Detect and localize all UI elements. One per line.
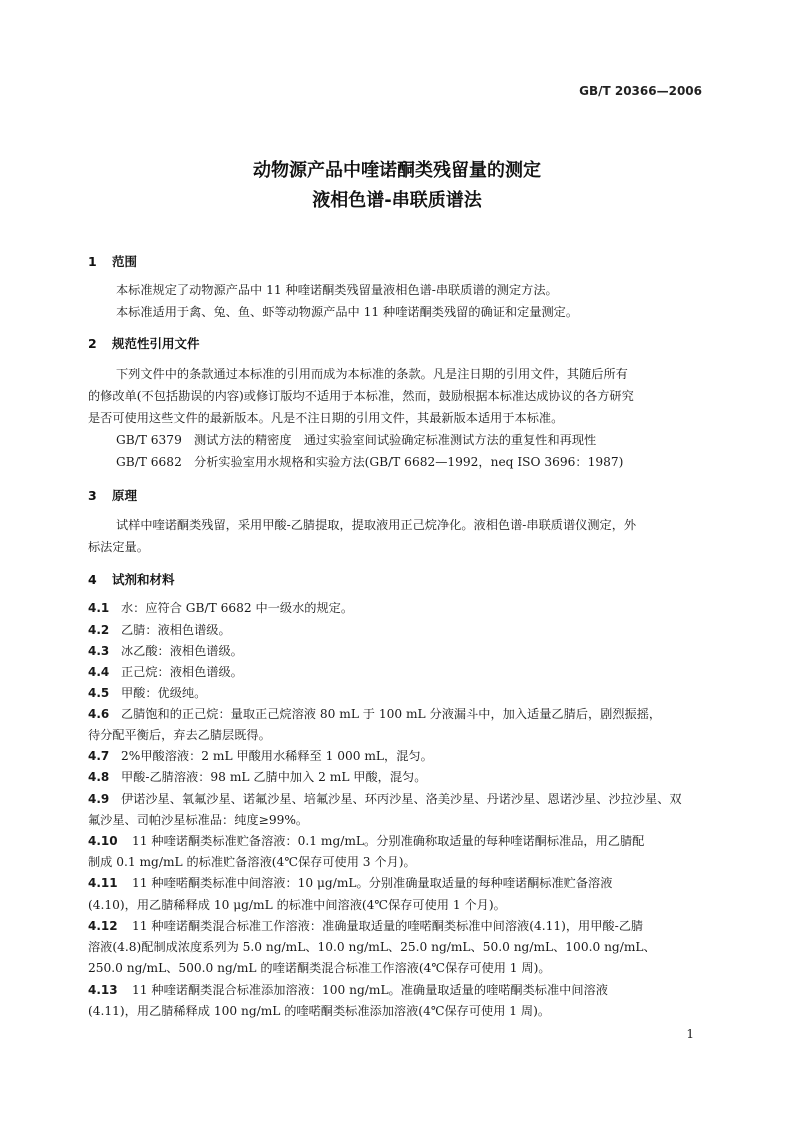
reference-item: GB/T 6379 测试方法的精密度 通过实验室间试验确定标准测试方法的重复性和再现性 [116, 433, 597, 447]
list-item: 4.8 甲酸-乙腈溶液：98 mL 乙腈中加入 2 mL 甲酸，混匀。 [88, 770, 427, 784]
list-item: 4.3 冰乙酸：液相色谱级。 [88, 644, 243, 658]
paragraph: 本标准适用于禽、兔、鱼、虾等动物源产品中 11 种喹诺酮类残留的确证和定量测定。 [116, 305, 579, 319]
list-item: 4.4 正己烷：液相色谱级。 [88, 665, 243, 679]
paragraph: 的修改单(不包括勘误的内容)或修订版均不适用于本标准，然而，鼓励根据本标准达成协议的各方研究 [88, 389, 634, 403]
list-item: 4.2 乙腈：液相色谱级。 [88, 623, 231, 637]
list-item-continuation: 制成 0.1 mg/mL 的标准贮备溶液(4℃保存可使用 3 个月)。 [88, 855, 416, 869]
standard-number: GB/T 20366—2006 [579, 84, 702, 98]
list-item: 4.12 11 种喹诺酮类混合标准工作溶液：准确量取适量的喹喏酮类标准中间溶液(4.11)，用甲酸-乙腈 [88, 919, 644, 933]
section-heading-scope: 1 范围 [88, 254, 138, 269]
list-item: 4.9 伊诺沙星、氧氟沙星、诺氟沙星、培氟沙星、环丙沙星、洛美沙星、丹诺沙星、恩诺沙星、沙拉沙星、双 [88, 792, 682, 806]
list-item-continuation: (4.11)，用乙腈稀释成 100 ng/mL 的喹喏酮类标准添加溶液(4℃保存可使用 1 周)。 [88, 1004, 551, 1018]
list-item: 4.7 2%甲酸溶液：2 mL 甲酸用水稀释至 1 000 mL，混匀。 [88, 749, 433, 763]
paragraph: 本标准规定了动物源产品中 11 种喹诺酮类残留量液相色谱-串联质谱的测定方法。 [116, 283, 558, 297]
list-item: 4.6 乙腈饱和的正己烷：量取正己烷溶液 80 mL 于 100 mL 分液漏斗中，加入适量乙腈后，剧烈振摇， [88, 707, 662, 721]
list-item: 4.10 11 种喹诺酮类标准贮备溶液：0.1 mg/mL。分别准确称取适量的每种喹诺酮标准品，用乙腈配 [88, 834, 645, 848]
list-item: 4.13 11 种喹诺酮类混合标准添加溶液：100 ng/mL。准确量取适量的喹喏酮类标准中间溶液 [88, 983, 608, 997]
paragraph: 试样中喹诺酮类残留，采用甲酸-乙腈提取，提取液用正己烷净化。液相色谱-串联质谱仪测定，外 [116, 518, 637, 532]
document-title: 动物源产品中喹诺酮类残留量的测定 [253, 160, 541, 181]
list-item-continuation: 氟沙星、司帕沙星标准品：纯度≥99%。 [88, 813, 309, 827]
reference-item: GB/T 6682 分析实验室用水规格和实验方法(GB/T 6682—1992，neq ISO 3696：1987) [116, 455, 624, 469]
paragraph: 下列文件中的条款通过本标准的引用而成为本标准的条款。凡是注日期的引用文件，其随后所有 [116, 367, 628, 381]
list-item-continuation: (4.10)，用乙腈稀释成 10 μg/mL 的标准中间溶液(4℃保存可使用 1 个月)。 [88, 898, 506, 912]
list-item-continuation: 溶液(4.8)配制成浓度系列为 5.0 ng/mL、10.0 ng/mL、25.0 ng/mL、50.0 ng/mL、100.0 ng/mL、 [88, 940, 656, 954]
paragraph: 是否可使用这些文件的最新版本。凡是不注日期的引用文件，其最新版本适用于本标准。 [88, 411, 564, 425]
list-item-continuation: 250.0 ng/mL、500.0 ng/mL 的喹诺酮类混合标准工作溶液(4℃保存可使用 1 周)。 [88, 961, 551, 975]
page-number: 1 [686, 1027, 694, 1041]
paragraph: 标法定量。 [88, 540, 149, 554]
section-heading-principle: 3 原理 [88, 488, 138, 503]
list-item: 4.11 11 种喹喏酮类标准中间溶液：10 μg/mL。分别准确量取适量的每种喹诺酮标准贮备溶液 [88, 876, 613, 890]
document-subtitle: 液相色谱-串联质谱法 [312, 190, 482, 211]
list-item: 4.5 甲酸：优级纯。 [88, 686, 207, 700]
section-heading-normative-references: 2 规范性引用文件 [88, 336, 200, 351]
list-item: 4.1 水：应符合 GB/T 6682 中一级水的规定。 [88, 601, 354, 615]
section-heading-reagents: 4 试剂和材料 [88, 572, 175, 587]
list-item-continuation: 待分配平衡后，弃去乙腈层既得。 [88, 728, 271, 742]
